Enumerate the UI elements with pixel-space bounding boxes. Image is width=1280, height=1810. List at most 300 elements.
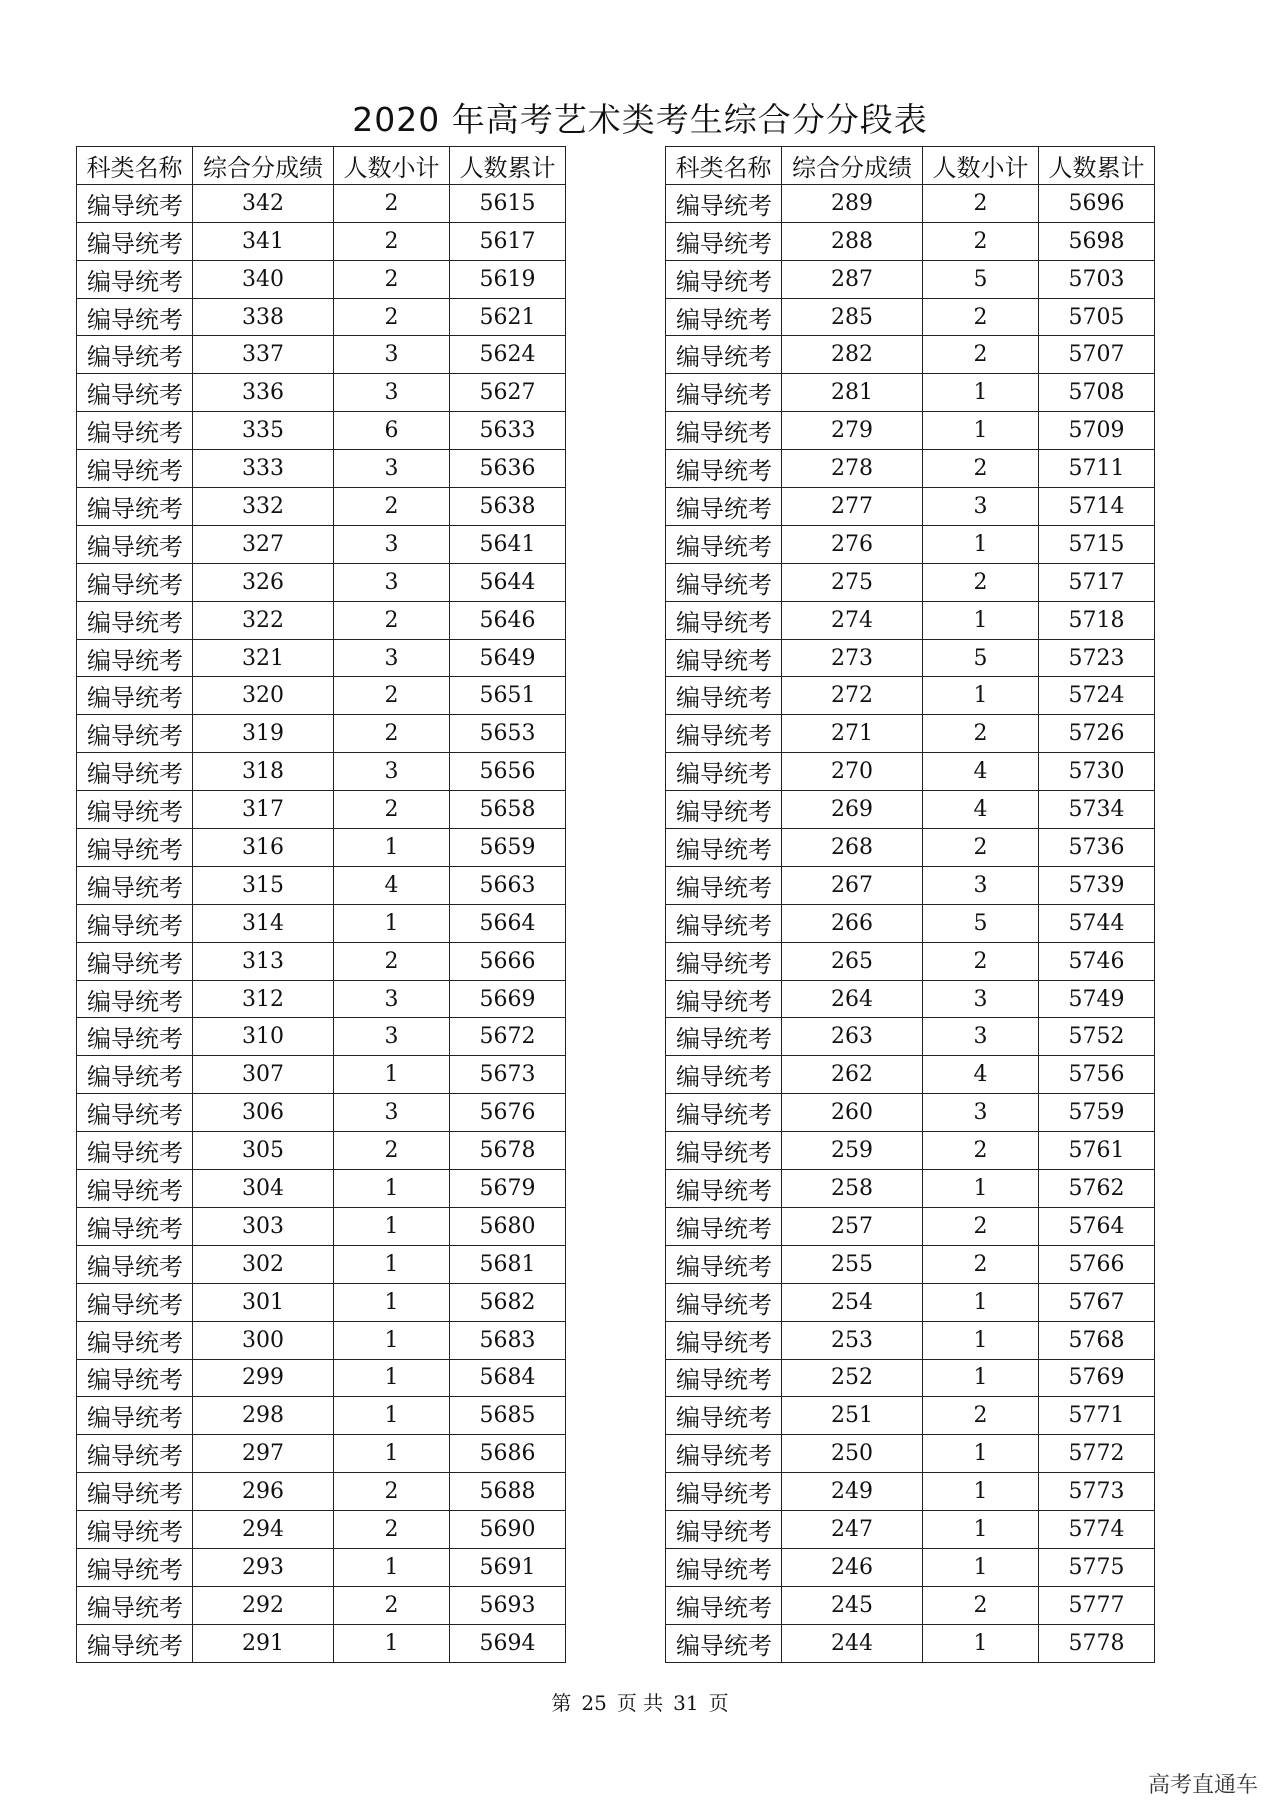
cell-subject: 编导统考 <box>77 260 193 298</box>
cell-count: 2 <box>923 563 1039 601</box>
cell-cumulative: 5672 <box>450 1018 566 1056</box>
cell-score: 251 <box>782 1397 923 1435</box>
cell-score: 264 <box>782 980 923 1018</box>
table-row <box>77 942 566 980</box>
table-row <box>77 829 566 867</box>
cell-score: 303 <box>193 1207 334 1245</box>
cell-count: 2 <box>923 1207 1039 1245</box>
cell-score: 297 <box>193 1435 334 1473</box>
cell-cumulative: 5756 <box>1039 1056 1155 1094</box>
cell-score: 315 <box>193 866 334 904</box>
cell-cumulative: 5685 <box>450 1397 566 1435</box>
cell-score: 326 <box>193 563 334 601</box>
table-row <box>77 639 566 677</box>
cell-cumulative: 5638 <box>450 488 566 526</box>
header-count: 人数小计 <box>334 147 450 185</box>
cell-subject: 编导统考 <box>666 904 782 942</box>
cell-count: 1 <box>923 1170 1039 1208</box>
cell-score: 340 <box>193 260 334 298</box>
table-row <box>666 563 1155 601</box>
cell-subject: 编导统考 <box>666 1586 782 1624</box>
cell-subject: 编导统考 <box>77 412 193 450</box>
cell-count: 1 <box>923 525 1039 563</box>
cell-cumulative: 5774 <box>1039 1511 1155 1549</box>
cell-cumulative: 5766 <box>1039 1245 1155 1283</box>
cell-count: 2 <box>923 298 1039 336</box>
cell-score: 317 <box>193 791 334 829</box>
cell-count: 1 <box>334 904 450 942</box>
cell-cumulative: 5723 <box>1039 639 1155 677</box>
cell-count: 2 <box>923 1132 1039 1170</box>
cell-subject: 编导统考 <box>666 942 782 980</box>
cell-subject: 编导统考 <box>77 829 193 867</box>
cell-score: 316 <box>193 829 334 867</box>
cell-count: 1 <box>923 1473 1039 1511</box>
cell-score: 285 <box>782 298 923 336</box>
cell-score: 257 <box>782 1207 923 1245</box>
cell-subject: 编导统考 <box>77 450 193 488</box>
cell-score: 271 <box>782 715 923 753</box>
cell-cumulative: 5676 <box>450 1094 566 1132</box>
cell-score: 246 <box>782 1548 923 1586</box>
cell-count: 1 <box>334 1283 450 1321</box>
cell-subject: 编导统考 <box>666 1321 782 1359</box>
cell-score: 250 <box>782 1435 923 1473</box>
table-row <box>666 260 1155 298</box>
table-row <box>666 1586 1155 1624</box>
cell-subject: 编导统考 <box>77 1094 193 1132</box>
cell-cumulative: 5762 <box>1039 1170 1155 1208</box>
cell-cumulative: 5678 <box>450 1132 566 1170</box>
header-count: 人数小计 <box>923 147 1039 185</box>
cell-score: 244 <box>782 1624 923 1662</box>
cell-score: 322 <box>193 601 334 639</box>
cell-count: 2 <box>334 1473 450 1511</box>
cell-score: 320 <box>193 677 334 715</box>
table-row <box>77 1359 566 1397</box>
table-row <box>666 791 1155 829</box>
cell-subject: 编导统考 <box>77 1245 193 1283</box>
cell-subject: 编导统考 <box>666 1548 782 1586</box>
cell-score: 275 <box>782 563 923 601</box>
table-row <box>77 980 566 1018</box>
cell-subject: 编导统考 <box>77 1624 193 1662</box>
cell-count: 1 <box>334 1397 450 1435</box>
cell-score: 276 <box>782 525 923 563</box>
cell-subject: 编导统考 <box>666 374 782 412</box>
table-header-row <box>77 147 566 185</box>
cell-cumulative: 5688 <box>450 1473 566 1511</box>
cell-score: 332 <box>193 488 334 526</box>
cell-cumulative: 5679 <box>450 1170 566 1208</box>
cell-cumulative: 5624 <box>450 336 566 374</box>
cell-count: 1 <box>334 1170 450 1208</box>
cell-cumulative: 5663 <box>450 866 566 904</box>
cell-count: 4 <box>923 753 1039 791</box>
table-header-row <box>666 147 1155 185</box>
cell-subject: 编导统考 <box>666 1624 782 1662</box>
cell-cumulative: 5615 <box>450 184 566 222</box>
cell-count: 4 <box>923 791 1039 829</box>
cell-count: 5 <box>923 260 1039 298</box>
cell-count: 2 <box>334 677 450 715</box>
cell-count: 2 <box>923 336 1039 374</box>
table-row <box>77 1624 566 1662</box>
cell-score: 282 <box>782 336 923 374</box>
cell-subject: 编导统考 <box>77 563 193 601</box>
table-row <box>666 1321 1155 1359</box>
cell-count: 2 <box>923 184 1039 222</box>
cell-score: 277 <box>782 488 923 526</box>
cell-cumulative: 5693 <box>450 1586 566 1624</box>
cell-count: 1 <box>923 374 1039 412</box>
table-row <box>77 1207 566 1245</box>
cell-score: 312 <box>193 980 334 1018</box>
cell-subject: 编导统考 <box>666 184 782 222</box>
cell-cumulative: 5656 <box>450 753 566 791</box>
cell-subject: 编导统考 <box>77 525 193 563</box>
table-row <box>77 904 566 942</box>
cell-cumulative: 5775 <box>1039 1548 1155 1586</box>
cell-cumulative: 5649 <box>450 639 566 677</box>
cell-score: 327 <box>193 525 334 563</box>
cell-count: 4 <box>923 1056 1039 1094</box>
cell-score: 279 <box>782 412 923 450</box>
cell-score: 262 <box>782 1056 923 1094</box>
cell-subject: 编导统考 <box>77 753 193 791</box>
cell-cumulative: 5746 <box>1039 942 1155 980</box>
cell-cumulative: 5715 <box>1039 525 1155 563</box>
cell-subject: 编导统考 <box>77 336 193 374</box>
cell-score: 253 <box>782 1321 923 1359</box>
cell-subject: 编导统考 <box>666 1132 782 1170</box>
total-pages-number: 31 <box>673 1691 699 1715</box>
table-row <box>666 980 1155 1018</box>
footer-label-di: 第 <box>551 1691 572 1715</box>
cell-cumulative: 5711 <box>1039 450 1155 488</box>
cell-cumulative: 5705 <box>1039 298 1155 336</box>
cell-count: 2 <box>923 942 1039 980</box>
cell-score: 272 <box>782 677 923 715</box>
cell-cumulative: 5709 <box>1039 412 1155 450</box>
table-row <box>77 1586 566 1624</box>
table-row <box>77 184 566 222</box>
cell-cumulative: 5767 <box>1039 1283 1155 1321</box>
cell-subject: 编导统考 <box>666 563 782 601</box>
table-row <box>77 1397 566 1435</box>
cell-subject: 编导统考 <box>666 639 782 677</box>
cell-score: 307 <box>193 1056 334 1094</box>
cell-count: 2 <box>334 1511 450 1549</box>
cell-subject: 编导统考 <box>666 1094 782 1132</box>
cell-count: 1 <box>923 677 1039 715</box>
cell-cumulative: 5730 <box>1039 753 1155 791</box>
cell-cumulative: 5627 <box>450 374 566 412</box>
cell-score: 247 <box>782 1511 923 1549</box>
cell-count: 2 <box>334 1132 450 1170</box>
cell-subject: 编导统考 <box>666 715 782 753</box>
cell-score: 259 <box>782 1132 923 1170</box>
cell-count: 3 <box>334 639 450 677</box>
cell-score: 318 <box>193 753 334 791</box>
cell-score: 321 <box>193 639 334 677</box>
cell-cumulative: 5773 <box>1039 1473 1155 1511</box>
cell-count: 1 <box>334 1624 450 1662</box>
table-row <box>666 1624 1155 1662</box>
cell-count: 3 <box>334 450 450 488</box>
cell-subject: 编导统考 <box>666 525 782 563</box>
cell-count: 5 <box>923 639 1039 677</box>
cell-count: 1 <box>923 601 1039 639</box>
cell-count: 1 <box>334 1056 450 1094</box>
cell-count: 2 <box>923 1586 1039 1624</box>
header-subject: 科类名称 <box>77 147 193 185</box>
cell-subject: 编导统考 <box>77 1056 193 1094</box>
watermark: 高考直通车 <box>1147 1773 1258 1798</box>
cell-subject: 编导统考 <box>77 715 193 753</box>
cell-cumulative: 5617 <box>450 222 566 260</box>
table-row <box>77 1245 566 1283</box>
cell-subject: 编导统考 <box>666 222 782 260</box>
cell-cumulative: 5686 <box>450 1435 566 1473</box>
table-row <box>77 1018 566 1056</box>
table-row <box>666 1170 1155 1208</box>
cell-subject: 编导统考 <box>666 1473 782 1511</box>
cell-subject: 编导统考 <box>77 980 193 1018</box>
cell-score: 255 <box>782 1245 923 1283</box>
table-row <box>77 1056 566 1094</box>
cell-subject: 编导统考 <box>666 1170 782 1208</box>
cell-cumulative: 5651 <box>450 677 566 715</box>
cell-subject: 编导统考 <box>666 1435 782 1473</box>
cell-cumulative: 5726 <box>1039 715 1155 753</box>
cell-subject: 编导统考 <box>666 677 782 715</box>
cell-subject: 编导统考 <box>77 1018 193 1056</box>
cell-cumulative: 5717 <box>1039 563 1155 601</box>
cell-cumulative: 5696 <box>1039 184 1155 222</box>
cell-count: 2 <box>334 222 450 260</box>
table-row <box>77 1473 566 1511</box>
cell-cumulative: 5636 <box>450 450 566 488</box>
cell-cumulative: 5771 <box>1039 1397 1155 1435</box>
cell-subject: 编导统考 <box>666 1018 782 1056</box>
cell-cumulative: 5653 <box>450 715 566 753</box>
table-row <box>77 1170 566 1208</box>
cell-subject: 编导统考 <box>77 1435 193 1473</box>
cell-cumulative: 5698 <box>1039 222 1155 260</box>
cell-cumulative: 5708 <box>1039 374 1155 412</box>
cell-cumulative: 5680 <box>450 1207 566 1245</box>
table-row <box>666 601 1155 639</box>
cell-subject: 编导统考 <box>77 1548 193 1586</box>
cell-score: 288 <box>782 222 923 260</box>
cell-subject: 编导统考 <box>666 298 782 336</box>
cell-count: 1 <box>923 1511 1039 1549</box>
cell-cumulative: 5621 <box>450 298 566 336</box>
table-row <box>666 1397 1155 1435</box>
cell-score: 291 <box>193 1624 334 1662</box>
cell-subject: 编导统考 <box>77 1586 193 1624</box>
cell-cumulative: 5641 <box>450 525 566 563</box>
cell-subject: 编导统考 <box>77 639 193 677</box>
cell-cumulative: 5683 <box>450 1321 566 1359</box>
table-row <box>666 829 1155 867</box>
cell-count: 1 <box>334 1245 450 1283</box>
cell-cumulative: 5778 <box>1039 1624 1155 1662</box>
cell-score: 341 <box>193 222 334 260</box>
header-score: 综合分成绩 <box>193 147 334 185</box>
cell-count: 3 <box>923 866 1039 904</box>
header-cumulative: 人数累计 <box>450 147 566 185</box>
table-row <box>666 525 1155 563</box>
cell-count: 4 <box>334 866 450 904</box>
cell-count: 1 <box>923 1321 1039 1359</box>
cell-subject: 编导统考 <box>666 601 782 639</box>
cell-count: 1 <box>923 1624 1039 1662</box>
cell-cumulative: 5691 <box>450 1548 566 1586</box>
cell-score: 270 <box>782 753 923 791</box>
header-subject: 科类名称 <box>666 147 782 185</box>
cell-count: 2 <box>334 488 450 526</box>
table-row <box>77 488 566 526</box>
cell-subject: 编导统考 <box>666 1056 782 1094</box>
cell-cumulative: 5681 <box>450 1245 566 1283</box>
cell-score: 266 <box>782 904 923 942</box>
cell-cumulative: 5736 <box>1039 829 1155 867</box>
cell-count: 1 <box>923 412 1039 450</box>
cell-count: 2 <box>923 222 1039 260</box>
cell-subject: 编导统考 <box>666 1359 782 1397</box>
cell-score: 300 <box>193 1321 334 1359</box>
cell-count: 2 <box>334 1586 450 1624</box>
table-row <box>666 222 1155 260</box>
cell-count: 1 <box>334 1359 450 1397</box>
cell-count: 2 <box>923 450 1039 488</box>
cell-subject: 编导统考 <box>666 980 782 1018</box>
table-row <box>77 1321 566 1359</box>
cell-score: 263 <box>782 1018 923 1056</box>
cell-cumulative: 5769 <box>1039 1359 1155 1397</box>
cell-cumulative: 5739 <box>1039 866 1155 904</box>
cell-score: 338 <box>193 298 334 336</box>
cell-score: 335 <box>193 412 334 450</box>
cell-subject: 编导统考 <box>77 904 193 942</box>
cell-score: 260 <box>782 1094 923 1132</box>
cell-count: 3 <box>923 488 1039 526</box>
cell-score: 294 <box>193 1511 334 1549</box>
cell-count: 5 <box>923 904 1039 942</box>
cell-count: 3 <box>923 1094 1039 1132</box>
cell-cumulative: 5658 <box>450 791 566 829</box>
cell-score: 305 <box>193 1132 334 1170</box>
cell-count: 1 <box>923 1435 1039 1473</box>
cell-cumulative: 5734 <box>1039 791 1155 829</box>
cell-score: 254 <box>782 1283 923 1321</box>
cell-count: 2 <box>334 184 450 222</box>
footer-label-ye: 页 <box>708 1691 729 1715</box>
cell-subject: 编导统考 <box>666 336 782 374</box>
cell-count: 3 <box>334 336 450 374</box>
cell-count: 1 <box>923 1359 1039 1397</box>
table-row <box>77 1132 566 1170</box>
table-row <box>77 1283 566 1321</box>
cell-score: 298 <box>193 1397 334 1435</box>
cell-cumulative: 5682 <box>450 1283 566 1321</box>
cell-score: 252 <box>782 1359 923 1397</box>
cell-cumulative: 5707 <box>1039 336 1155 374</box>
table-row <box>77 525 566 563</box>
cell-score: 273 <box>782 639 923 677</box>
table-row <box>666 336 1155 374</box>
table-row <box>666 1132 1155 1170</box>
cell-score: 269 <box>782 791 923 829</box>
cell-subject: 编导统考 <box>77 601 193 639</box>
cell-subject: 编导统考 <box>666 791 782 829</box>
cell-subject: 编导统考 <box>77 1207 193 1245</box>
cell-count: 3 <box>334 1018 450 1056</box>
cell-cumulative: 5761 <box>1039 1132 1155 1170</box>
cell-count: 3 <box>334 980 450 1018</box>
table-row <box>77 753 566 791</box>
cell-subject: 编导统考 <box>666 412 782 450</box>
cell-subject: 编导统考 <box>77 1283 193 1321</box>
cell-count: 3 <box>923 980 1039 1018</box>
table-row <box>666 753 1155 791</box>
cell-count: 1 <box>334 1321 450 1359</box>
cell-count: 1 <box>334 1435 450 1473</box>
cell-cumulative: 5744 <box>1039 904 1155 942</box>
cell-cumulative: 5633 <box>450 412 566 450</box>
cell-subject: 编导统考 <box>77 1321 193 1359</box>
cell-subject: 编导统考 <box>77 488 193 526</box>
cell-cumulative: 5764 <box>1039 1207 1155 1245</box>
table-row <box>666 374 1155 412</box>
table-row <box>666 184 1155 222</box>
cell-count: 3 <box>334 374 450 412</box>
table-row <box>666 1359 1155 1397</box>
cell-subject: 编导统考 <box>666 753 782 791</box>
cell-subject: 编导统考 <box>77 374 193 412</box>
cell-score: 319 <box>193 715 334 753</box>
cell-count: 2 <box>334 601 450 639</box>
cell-count: 2 <box>334 942 450 980</box>
cell-score: 274 <box>782 601 923 639</box>
cell-count: 2 <box>923 829 1039 867</box>
cell-score: 265 <box>782 942 923 980</box>
cell-subject: 编导统考 <box>666 1397 782 1435</box>
cell-subject: 编导统考 <box>666 1511 782 1549</box>
cell-subject: 编导统考 <box>77 184 193 222</box>
header-score: 综合分成绩 <box>782 147 923 185</box>
table-row <box>77 222 566 260</box>
cell-cumulative: 5724 <box>1039 677 1155 715</box>
cell-score: 342 <box>193 184 334 222</box>
table-row <box>666 942 1155 980</box>
cell-score: 299 <box>193 1359 334 1397</box>
cell-count: 3 <box>334 525 450 563</box>
table-row <box>77 563 566 601</box>
table-row <box>666 904 1155 942</box>
cell-score: 337 <box>193 336 334 374</box>
table-row <box>77 412 566 450</box>
table-row <box>666 1056 1155 1094</box>
cell-count: 3 <box>334 1094 450 1132</box>
cell-subject: 编导统考 <box>666 450 782 488</box>
cell-subject: 编导统考 <box>666 260 782 298</box>
cell-subject: 编导统考 <box>666 1207 782 1245</box>
cell-count: 6 <box>334 412 450 450</box>
cell-score: 304 <box>193 1170 334 1208</box>
